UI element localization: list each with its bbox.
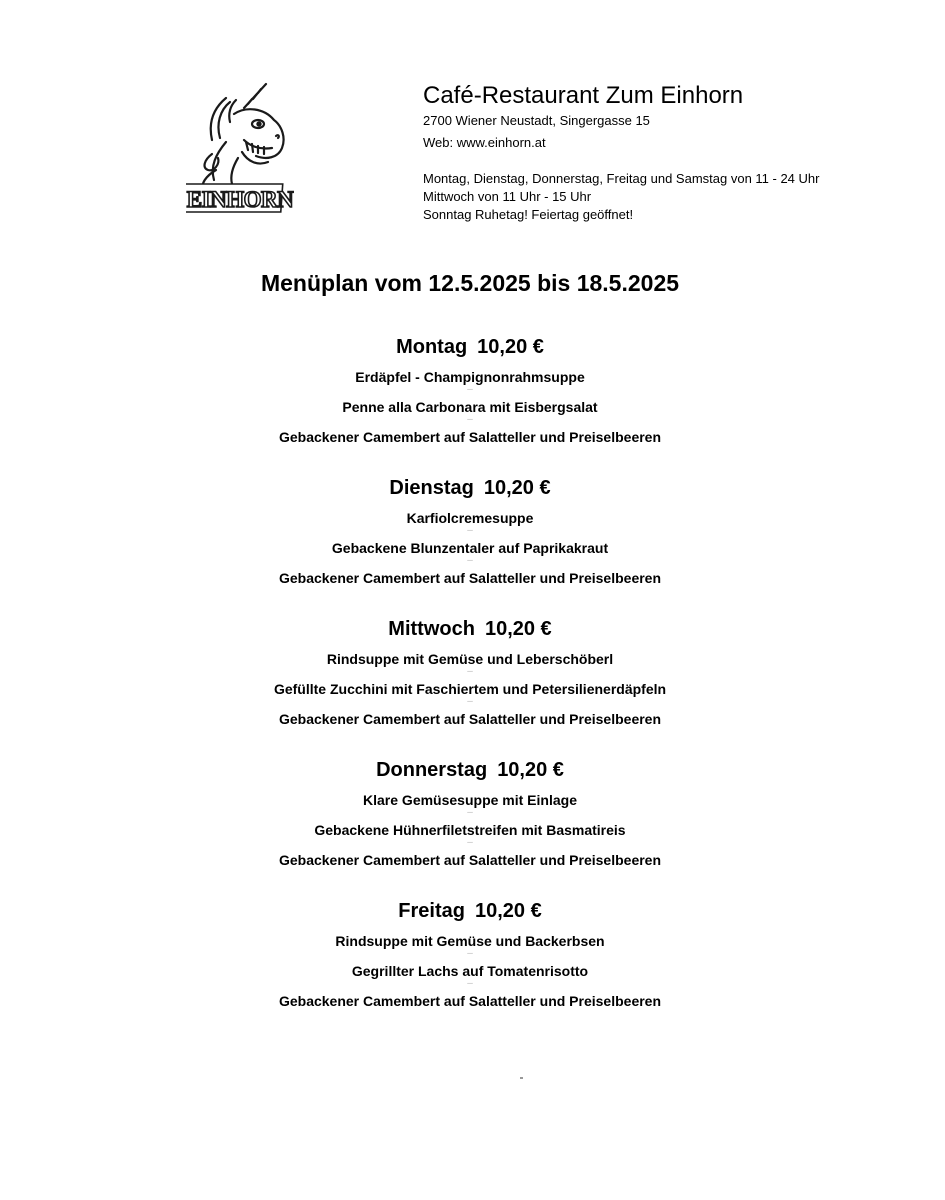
day-price: 10,20 € <box>497 759 564 781</box>
dish-separator: – <box>467 555 473 566</box>
dish-main: Gefüllte Zucchini mit Faschiertem und Petersilienerdäpfeln <box>273 681 667 697</box>
dish-separator: – <box>467 525 473 536</box>
restaurant-info <box>423 82 853 224</box>
opening-hours-weekdays: Montag, Dienstag, Donnerstag, Freitag und Samstag von 11 - 24 Uhr <box>423 171 820 186</box>
menu-title: Menüplan vom 12.5.2025 bis 18.5.2025 <box>260 270 680 296</box>
restaurant-name: Café-Restaurant Zum Einhorn <box>423 82 744 109</box>
day-name: Mittwoch <box>388 618 475 640</box>
dish-soup: Rindsuppe mit Gemüse und Backerbsen <box>335 933 605 949</box>
menu-days <box>0 333 940 1038</box>
dish-main: Gebackene Hühnerfiletstreifen mit Basmatireis <box>314 822 626 838</box>
day-name: Donnerstag <box>376 759 488 781</box>
opening-hours-wednesday: Mittwoch von 11 Uhr - 15 Uhr <box>423 189 592 204</box>
dish-alternative: Gebackener Camembert auf Salatteller und Preiselbeeren <box>278 570 662 586</box>
dish-soup: Rindsuppe mit Gemüse und Leberschöberl <box>326 651 614 667</box>
day-name: Freitag <box>398 900 465 922</box>
dish-main: Gegrillter Lachs auf Tomatenrisotto <box>351 963 589 979</box>
restaurant-logo <box>186 80 294 216</box>
dish-separator: – <box>467 807 473 818</box>
day-section-dienstag <box>0 474 940 615</box>
day-section-mittwoch <box>0 615 940 756</box>
dish-separator: – <box>467 384 473 395</box>
day-name: Montag <box>396 336 468 358</box>
dish-separator: – <box>467 666 473 677</box>
dish-main: Gebackene Blunzentaler auf Paprikakraut <box>331 540 609 556</box>
dish-alternative: Gebackener Camembert auf Salatteller und Preiselbeeren <box>278 429 662 445</box>
dish-separator: – <box>467 978 473 989</box>
day-heading <box>0 756 940 786</box>
dish-separator: – <box>467 696 473 707</box>
day-price: 10,20 € <box>484 618 552 640</box>
restaurant-address: 2700 Wiener Neustadt, Singergasse 15 <box>423 113 650 128</box>
dish-alternative: Gebackener Camembert auf Salatteller und Preiselbeeren <box>278 852 662 868</box>
restaurant-web: Web: www.einhorn.at <box>423 135 546 150</box>
dish-soup: Karfiolcremesuppe <box>406 510 534 526</box>
day-heading <box>0 897 940 927</box>
day-name: Dienstag <box>389 477 474 499</box>
stray-mark <box>520 1077 523 1079</box>
dish-separator: – <box>467 414 473 425</box>
header-spacer <box>423 152 853 170</box>
day-heading <box>0 333 940 363</box>
day-price: 10,20 € <box>477 336 544 358</box>
day-price: 10,20 € <box>483 477 551 499</box>
logo-wordmark: EINHORN <box>186 187 294 212</box>
dish-alternative: Gebackener Camembert auf Salatteller und Preiselbeeren <box>278 993 662 1009</box>
dish-soup: Erdäpfel - Champignonrahmsuppe <box>355 369 585 385</box>
day-section-donnerstag <box>0 756 940 897</box>
day-heading <box>0 615 940 645</box>
dish-soup: Klare Gemüsesuppe mit Einlage <box>363 792 577 808</box>
opening-hours-sunday: Sonntag Ruhetag! Feiertag geöffnet! <box>423 207 634 222</box>
day-section-freitag <box>0 897 940 1038</box>
dish-alternative: Gebackener Camembert auf Salatteller und Preiselbeeren <box>278 711 662 727</box>
day-heading <box>0 474 940 504</box>
unicorn-mascot-icon <box>186 80 294 216</box>
dish-separator: – <box>467 948 473 959</box>
dish-main: Penne alla Carbonara mit Eisbergsalat <box>342 399 598 415</box>
dish-separator: – <box>467 837 473 848</box>
day-section-montag <box>0 333 940 474</box>
day-price: 10,20 € <box>474 900 542 922</box>
